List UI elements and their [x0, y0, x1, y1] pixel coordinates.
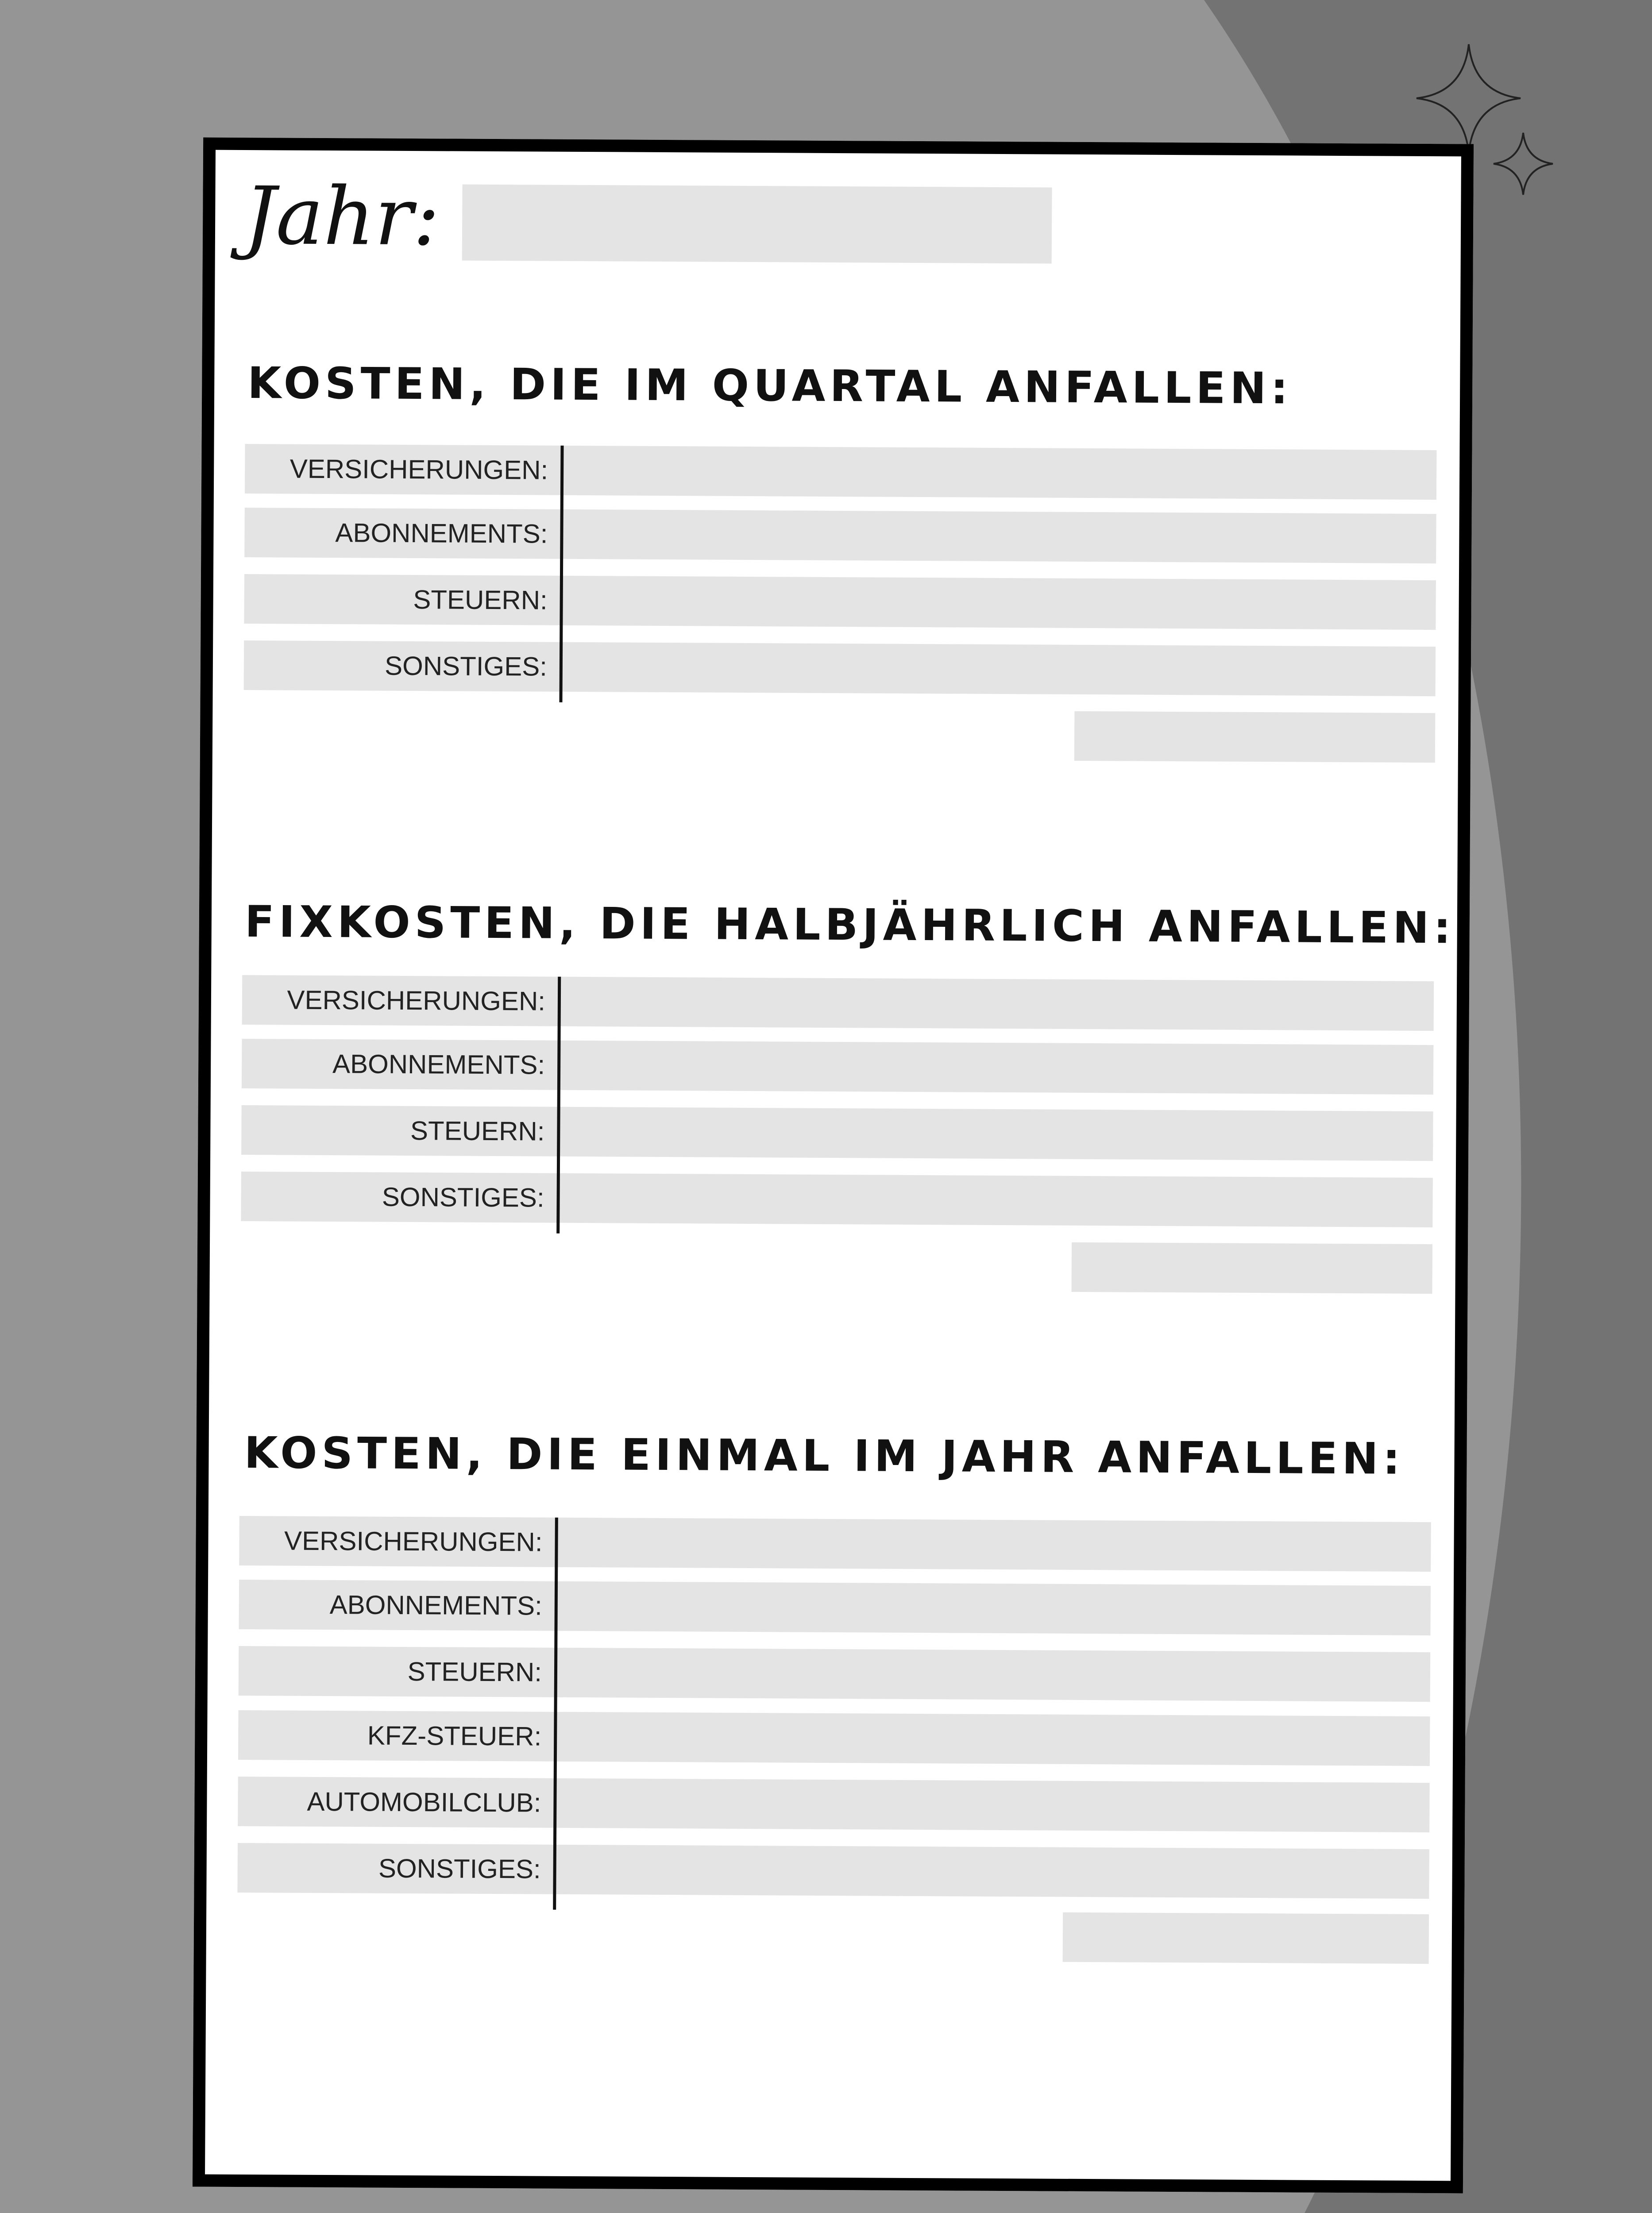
row-label: STEUERN: [410, 1115, 545, 1146]
row-annual-sonstiges[interactable] [237, 1843, 1429, 1899]
row-label: VERSICHERUNGEN: [287, 985, 546, 1016]
row-label: SONSTIGES: [384, 651, 548, 682]
row-quarterly-abonnements[interactable] [244, 508, 1436, 563]
section-heading-semiannual: FIXKOSTEN, DIE HALBJÄHRLICH ANFALLEN: [244, 897, 1455, 954]
budget-sheet [193, 138, 1474, 2194]
row-annual-abonnements[interactable] [239, 1580, 1431, 1635]
row-label: VERSICHERUNGEN: [284, 1526, 543, 1557]
year-field[interactable] [462, 185, 1052, 264]
row-label: VERSICHERUNGEN: [289, 454, 548, 485]
row-semiannual-sonstiges[interactable] [241, 1172, 1433, 1227]
row-semiannual-abonnements[interactable] [242, 1039, 1434, 1095]
row-label: STEUERN: [407, 1656, 542, 1687]
row-label: ABONNEMENTS: [329, 1590, 542, 1621]
row-annual-steuern[interactable] [239, 1646, 1431, 1702]
row-label: SONSTIGES: [378, 1853, 541, 1884]
row-semiannual-steuern[interactable] [241, 1105, 1433, 1161]
row-label: STEUERN: [413, 585, 548, 615]
row-quarterly-steuern[interactable] [244, 574, 1436, 630]
row-annual-versicherungen[interactable] [239, 1516, 1431, 1572]
row-quarterly-sonstiges[interactable] [244, 640, 1436, 696]
section-heading-quarterly: KOSTEN, DIE IM QUARTAL ANFALLEN: [247, 358, 1293, 414]
year-label: Jahr: [243, 170, 440, 264]
row-label: AUTOMOBILCLUB: [307, 1786, 541, 1818]
total-field-semiannual[interactable] [1072, 1242, 1433, 1294]
row-label: ABONNEMENTS: [332, 1049, 545, 1080]
total-field-annual[interactable] [1063, 1912, 1429, 1964]
row-label: ABONNEMENTS: [335, 518, 548, 549]
row-label: KFZ-STEUER: [367, 1720, 542, 1751]
row-label: SONSTIGES: [382, 1182, 544, 1213]
section-heading-annual: KOSTEN, DIE EINMAL IM JAHR ANFALLEN: [244, 1428, 1405, 1484]
row-semiannual-versicherungen[interactable] [242, 975, 1434, 1031]
total-field-quarterly[interactable] [1074, 711, 1436, 763]
row-annual-kfz-steuer[interactable] [238, 1710, 1430, 1766]
row-annual-automobilclub[interactable] [238, 1777, 1430, 1832]
row-quarterly-versicherungen[interactable] [245, 444, 1437, 500]
